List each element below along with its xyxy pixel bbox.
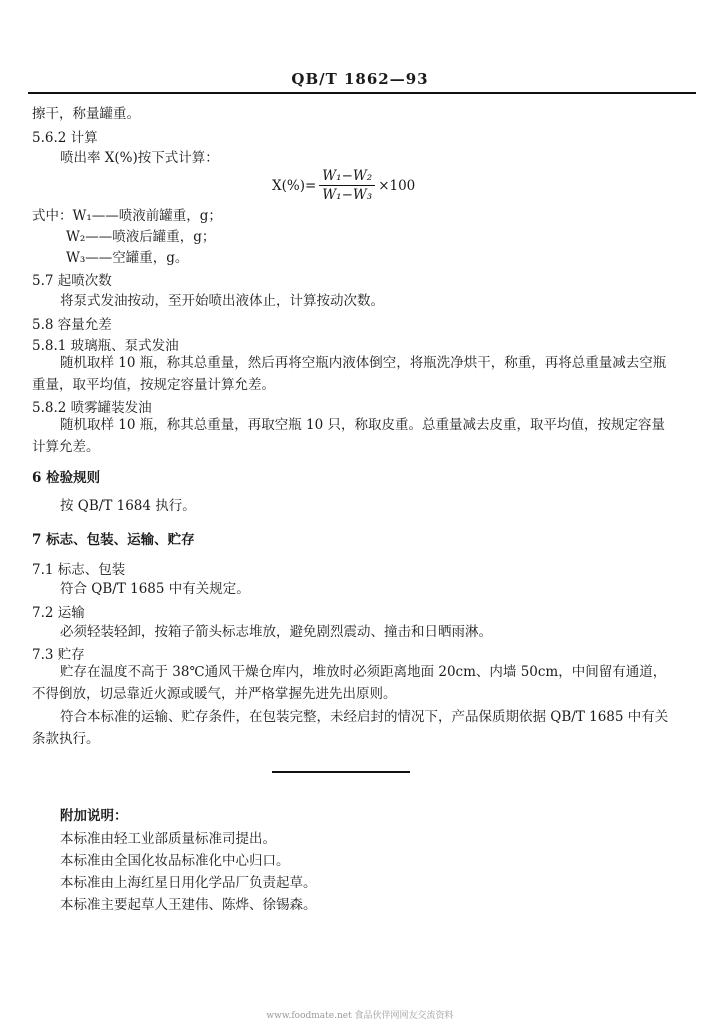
section-5-7-text: 将泵式发油按动，至开始喷出液体止，计算按动次数。 — [60, 293, 384, 309]
section-7-1-text: 符合 QB/T 1685 中有关规定。 — [60, 581, 250, 597]
footer-watermark: www.foodmate.net 食品伙伴网网友交流资料 — [266, 1011, 454, 1021]
formula-lhs: X(%)= — [272, 177, 317, 194]
formula-fraction — [319, 168, 375, 203]
text-line-dry-weigh: 擦干，称量罐重。 — [32, 106, 140, 122]
where-w1: 式中：W₁——喷液前罐重，g； — [32, 208, 222, 224]
formula-rhs: ×100 — [378, 177, 416, 194]
section-7-2-text: 必须轻装轻卸，按箱子箭头标志堆放，避免剧烈震动、撞击和日晒雨淋。 — [60, 624, 492, 640]
formula-denominator: W₁−W₃ — [322, 187, 373, 203]
section-5-6-2-heading: 5.6.2 计算 — [32, 130, 98, 146]
section-7-3-text-2: 符合本标准的运输、贮存条件，在包装完整，未经启封的情况下，产品保质期依据 QB/T 1685 中有关条款执行。 — [32, 709, 669, 747]
section-5-8-heading: 5.8 容量允差 — [32, 317, 112, 333]
section-5-8-2-text: 随机取样 10 瓶，称其总重量，再取空瓶 10 只，称取皮重。总重量减去皮重，取平均值，按规定容量计算允差。 — [32, 417, 666, 455]
section-7-heading: 7 标志、包装、运输、贮存 — [32, 532, 195, 548]
section-6-text: 按 QB/T 1684 执行。 — [60, 498, 196, 514]
spray-rate-intro: 喷出率 X(%)按下式计算： — [60, 150, 219, 166]
section-7-2-heading: 7.2 运输 — [32, 605, 85, 621]
end-separator — [272, 771, 410, 773]
formula-numerator: W₁−W₂ — [319, 168, 375, 186]
standard-code-header: QB/T 1862—93 — [291, 70, 429, 88]
header-rule — [28, 92, 696, 94]
note-item: 本标准主要起草人王建伟、陈烨、徐锡森。 — [60, 897, 317, 913]
note-item: 本标准由全国化妆品标准化中心归口。 — [60, 853, 290, 869]
section-5-8-2-heading: 5.8.2 喷雾罐装发油 — [32, 400, 152, 416]
section-6-heading: 6 检验规则 — [32, 470, 101, 486]
section-7-3-heading: 7.3 贮存 — [32, 647, 85, 663]
section-5-8-1-text: 随机取样 10 瓶，称其总重量，然后再将空瓶内液体倒空，将瓶洗净烘干，称重，再将总重量减去空瓶重量，取平均值，按规定容量计算允差。 — [32, 355, 667, 393]
section-7-3-text-1: 贮存在温度不高于 38℃通风干燥仓库内，堆放时必须距离地面 20cm、内墙 50cm，中间留有通道，不得倒放，切忌靠近火源或暖气，并严格掌握先进先出原则。 — [32, 664, 667, 702]
section-5-8-1-heading: 5.8.1 玻璃瓶、泵式发油 — [32, 338, 179, 354]
note-item: 本标准由轻工业部质量标准司提出。 — [60, 831, 276, 847]
notes-title: 附加说明： — [60, 808, 128, 824]
section-5-7-heading: 5.7 起喷次数 — [32, 273, 112, 289]
spray-rate-formula — [272, 168, 415, 203]
section-7-1-heading: 7.1 标志、包装 — [32, 562, 126, 578]
note-item: 本标准由上海红星日用化学品厂负责起草。 — [60, 875, 317, 891]
where-w2: W₂——喷液后罐重，g； — [66, 229, 216, 245]
where-w3: W₃——空罐重，g。 — [66, 250, 189, 266]
